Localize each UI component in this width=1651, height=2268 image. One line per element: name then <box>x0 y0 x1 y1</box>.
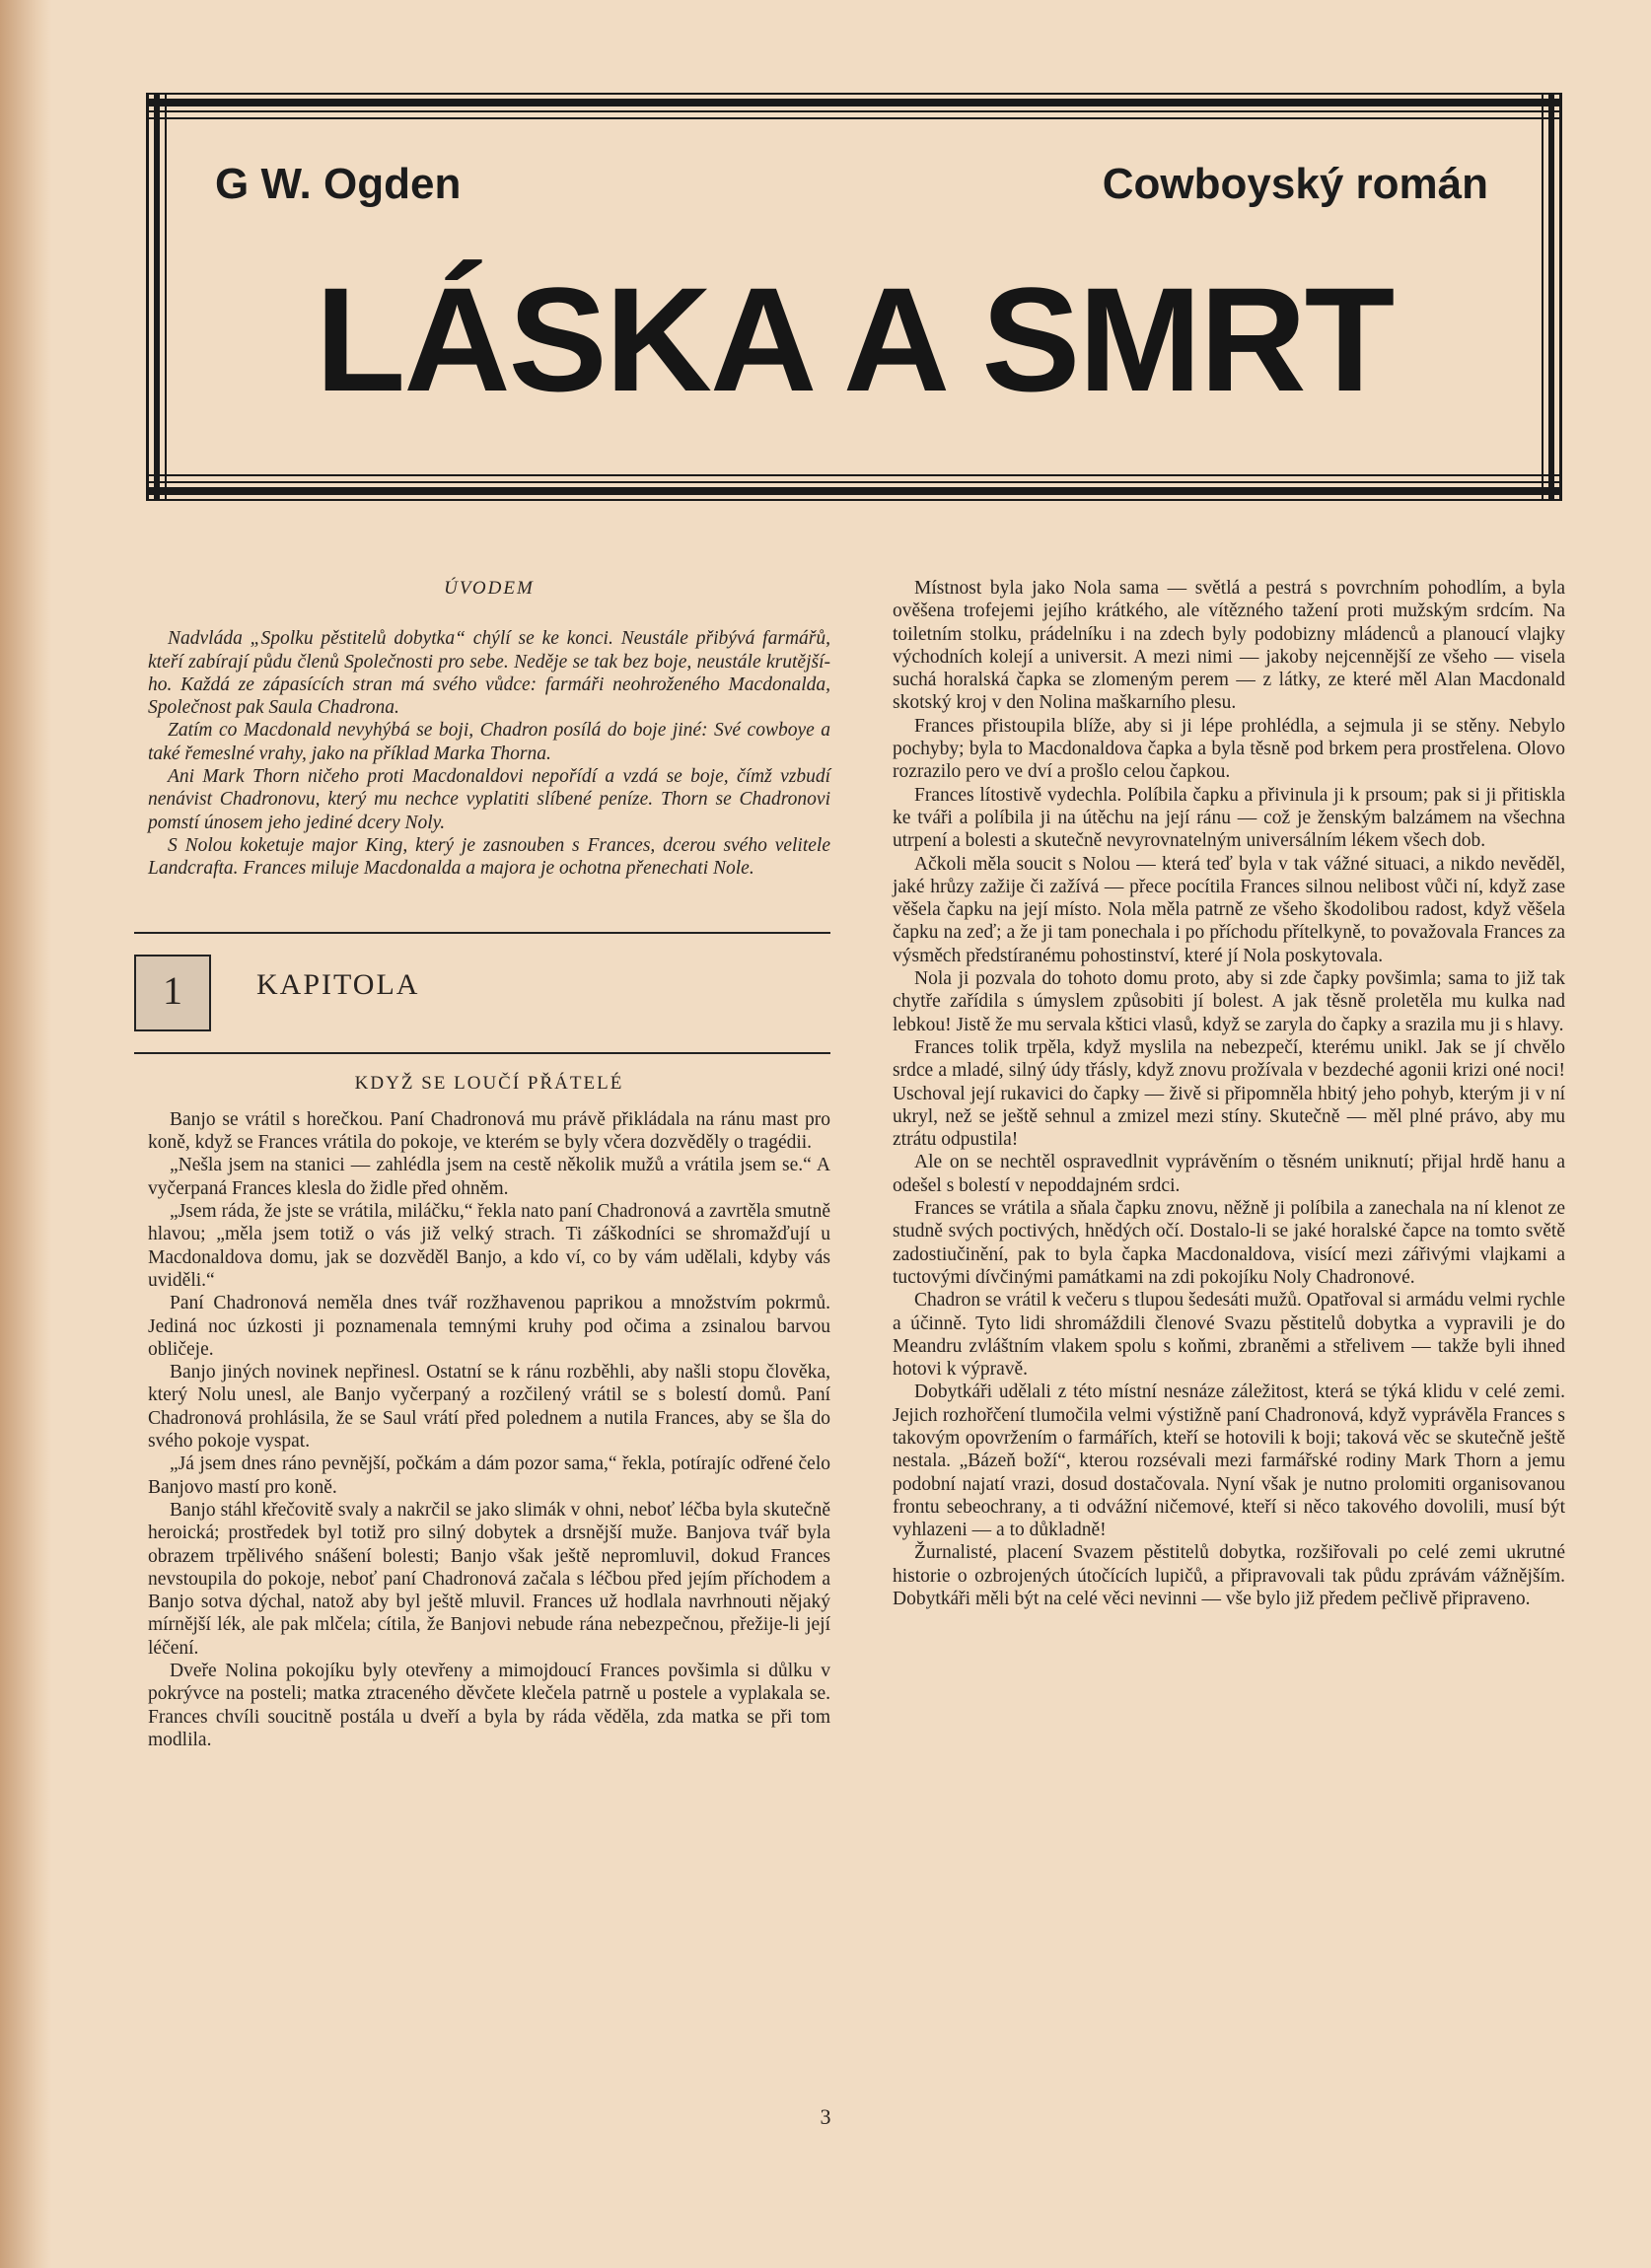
story-paragraph: Místnost byla jako Nola sama — světlá a pestrá s povrchním pohodlím, a byla ověšena trofejemi jejího krátkého, ale vítězného tažení proti mužským srdcím. Na toiletním stolku, prádelníku i na zdech byly podobizny mládenců a planoucí vlajky východních kolejí a universit. A mezi nimi — jakoby nejcennější ze všeho — visela suchá horalská čapka se zlomeným perem — z látky, ze které měl Alan Macdonald skotský kroj v den Nolina maškarního plesu. <box>893 578 1565 714</box>
story-paragraph: Banjo stáhl křečovitě svaly a nakrčil se jako slimák v ohni, neboť léčba byla skutečně heroická; prostředek byl totiž pro silný dobytek a drsnější muže. Banjova tvář byla obrazem trpělivého snášení bolesti; Banjo však ještě nepromluvil, dokud Frances nevstoupila do pokoje, neboť paní Chadronová začala s léčbou před jejím příchodem a Banjo sotva dýchal, natož aby byl ještě mluvil. Frances už hodlala navrhnouti nějaký mírnější lék, ale pak mlčela; cítila, že Banjovi nebude rána nebezpečnou, přežije-li její léčení. <box>148 1499 830 1659</box>
story-paragraph: „Nešla jsem na stanici — zahlédla jsem na cestě několik mužů a vrátila jsem se.“ A vyčerpaná Frances klesla do židle před ohněm. <box>148 1155 830 1199</box>
story-text-left <box>148 1108 830 1751</box>
title-frame <box>146 93 1562 501</box>
left-column <box>148 577 830 1751</box>
story-paragraph: Frances přistoupila blíže, aby si ji lépe prohlédla, a sejmula ji se stěny. Nebylo pochyby; byla to Macdonaldova čapka a byla těsně pod brkem pera prostřelena. Olovo rozrazilo pero ve dví a prošlo celou čapkou. <box>893 715 1565 783</box>
intro-heading: ÚVODEM <box>444 578 535 599</box>
intro-paragraph: S Nolou koketuje major King, který je zasnouben s Frances, dcerou svého velitele Landcrafta. Frances miluje Macdonalda a majora je ochotna přenechati Nole. <box>148 834 830 880</box>
author-name: G W. Ogden <box>215 160 462 208</box>
intro-paragraph: Zatím co Macdonald nevyhýbá se boji, Chadron posílá do boje jiné: Své cowboye a také řemeslné vrahy, jako na příklad Marka Thorna. <box>148 720 830 764</box>
chapter-label: KAPITOLA <box>256 967 420 1001</box>
story-paragraph: Frances se vrátila a sňala čapku znovu, něžně ji políbila a zanechala na ní klenot ze studně svých poctivých, hnědých očí. Dostalo-li se jaké horalské čapce na tomto světě zadostiučinění, pak to byla čapka Macdonaldova, visící mezi zářivými vlajkami a tuctovými dívčinými památkami na zdi pokojíku Noly Chadronové. <box>893 1198 1565 1288</box>
chapter-number: 1 <box>134 955 211 1031</box>
story-paragraph: „Jsem ráda, že jste se vrátila, miláčku,“ řekla nato paní Chadronová a zavrtěla smutně hlavou; „měla jsem totiž o vás již velký strach. Ti záškodníci se shromažďují u Macdonaldova domu, jak se dozvěděl Banjo, a kdo ví, co by vám udělali, kdyby vás uviděli.“ <box>148 1201 830 1291</box>
story-paragraph: Ale on se nechtěl ospravedlnit vyprávěním o těsném uniknutí; přijal hrdě hanu a odešel s bolestí v nepoddajném srdci. <box>893 1152 1565 1196</box>
story-paragraph: Žurnalisté, placení Svazem pěstitelů dobytka, rozšiřovali po celé zemi ukrutné historie o ozbrojených útočících lupičů, a připravovali tak půdu zprávám vážnějším. Dobytkáři měli být na celé věci nevinni — vše bylo již předem pečlivě připraveno. <box>893 1542 1565 1610</box>
story-paragraph: Ačkoli měla soucit s Nolou — která teď byla v tak vážné situaci, a nikdo nevěděl, jaké hrůzy zažije či zažívá — přece pocítila Frances silnou nelibost vůči ní, když zase věšela čapku na její místo. Nola měla patrně ze všeho škodolibou radost, když věšela čapku na zeď; a že ji tam ponechala i po příchodu přítelkyně, to považovala Frances za výsměch předstíranému pohostinství, které jí Nola poskytovala. <box>893 853 1565 966</box>
story-paragraph: Frances lítostivě vydechla. Políbila čapku a přivinula ji k prsoum; pak si ji přitiskla ke tváři a políbila ji na útěchu na její ránu — což je ženským balzámem na všechna utrpení a bolesti a skutečně nevyrovnatelným universálním lékem všech dob. <box>893 784 1565 852</box>
story-paragraph: Nola ji pozvala do tohoto domu proto, aby si zde čapky povšimla; sama to již tak chytře zařídila s úmyslem způsobiti jí bolest. A jak těsně proletěla mu kulka nad lebkou! Jistě že mu servala kštici vlasů, když se zaryla do čapky a srazila mu ji s hlavy. <box>893 968 1565 1035</box>
genre-label: Cowboyský román <box>1102 160 1488 208</box>
right-column <box>893 577 1565 1610</box>
intro-paragraph: Nadvláda „Spolku pěstitelů dobytka“ chýlí se ke konci. Neustále přibývá farmářů, kteří zabírají půdu členů Společnosti pro sebe. Neděje se tak bez boje, neustále krutější-ho. Každá ze zápasících stran má svého vůdce: farmáři neohroženého Macdonalda, Společnost pak Saula Chadrona. <box>148 628 830 719</box>
story-paragraph: Banjo jiných novinek nepřinesl. Ostatní se k ránu rozběhli, aby našli stopu člověka, který Nolu unesl, ale Banjo vyčerpaný a rozčilený vrátil se s bolestí domů. Paní Chadronová prohlásila, že se Saul vrátí před polednem a nutila Frances, aby se šla do svého pokoje vyspat. <box>148 1362 830 1453</box>
story-paragraph: Paní Chadronová neměla dnes tvář rozžhavenou paprikou a množstvím pokrmů. Jediná noc úzkosti ji poznamenala temnými kruhy pod očima a zsinalou barvou obličeje. <box>148 1293 830 1360</box>
book-title: LÁSKA A SMRT <box>315 256 1394 422</box>
chapter-subtitle: KDYŽ SE LOUČÍ PŘÁTELÉ <box>354 1072 624 1094</box>
story-paragraph: Dveře Nolina pokojíku byly otevřeny a mimojdoucí Frances povšimla si důlku v pokrývce na posteli; matka ztraceného děvčete klečela patrně u postele a vyplakala se. Frances chvíli soucitně postála u dveří a byla by ráda věděla, zda matka se při tom modlila. <box>148 1660 830 1750</box>
story-paragraph: Dobytkáři udělali z této místní nesnáze záležitost, která se týká klidu v celé zemi. Jejich rozhořčení tlumočila velmi výstižně paní Chadronová, když vyprávěla Frances s takovým opovržením o farmářích, kteří se hotovili k boji; taková věc se skutečně ještě nestala. „Bázeň boží“, kterou rozsévali mezi farmářské rodiny Mark Thorn a jemu podobní najatí vrazi, dosud dostačovala. Nyní však je nutno prolomiti organisovanou frontu sebeochrany, a ti odvážní ničemové, kteří si něco takového dovolili, musí být vyhlazeni — a to důkladně! <box>893 1382 1565 1541</box>
page-number: 3 <box>820 2104 831 2129</box>
story-paragraph: Banjo se vrátil s horečkou. Paní Chadronová mu právě přikládala na ránu mast pro koně, když se Frances vrátila do pokoje, ve kterém se byly včera dozvěděly o tragédii. <box>148 1108 830 1154</box>
intro-paragraph: Ani Mark Thorn ničeho proti Macdonaldovi nepořídí a vzdá se boje, čímž vzbudí nenávist Chadronovu, který mu nechce vyplatiti slíbené peníze. Thorn se Chadronovi pomstí únosem jeho jediné dcery Noly. <box>148 766 830 833</box>
story-paragraph: Frances tolik trpěla, když myslila na nebezpečí, kterému unikl. Jak se jí chvělo srdce a mladé, silný údy třásly, když znovu prožívala v bezdeché agonii krizi oné noci! Uschoval její rukavici do čapky — živě si připomněla hbitý jeho pohyb, kterým ji v ní ukryl, než se ještě sehnul a zmizel mezi stíny. Skutečně — měl plné právo, aby mu ztrátu odpustila! <box>893 1036 1565 1151</box>
story-paragraph: „Já jsem dnes ráno pevnější, počkám a dám pozor sama,“ řekla, potírajíc odřené čelo Banjovo mastí pro koně. <box>148 1453 830 1498</box>
story-paragraph: Chadron se vrátil k večeru s tlupou šedesáti mužů. Opatřoval si armádu velmi rychle a účinně. Tyto lidi shromáždili členové Svazu pěstitelů dobytka a vypravili je do Meandru zvláštním vlakem spolu s koňmi, zbraněmi a střelivem — takže byli ihned hotovi k výpravě. <box>893 1290 1565 1381</box>
chapter-heading <box>148 932 830 1054</box>
book-spine <box>0 0 51 2268</box>
intro-section <box>148 627 830 880</box>
